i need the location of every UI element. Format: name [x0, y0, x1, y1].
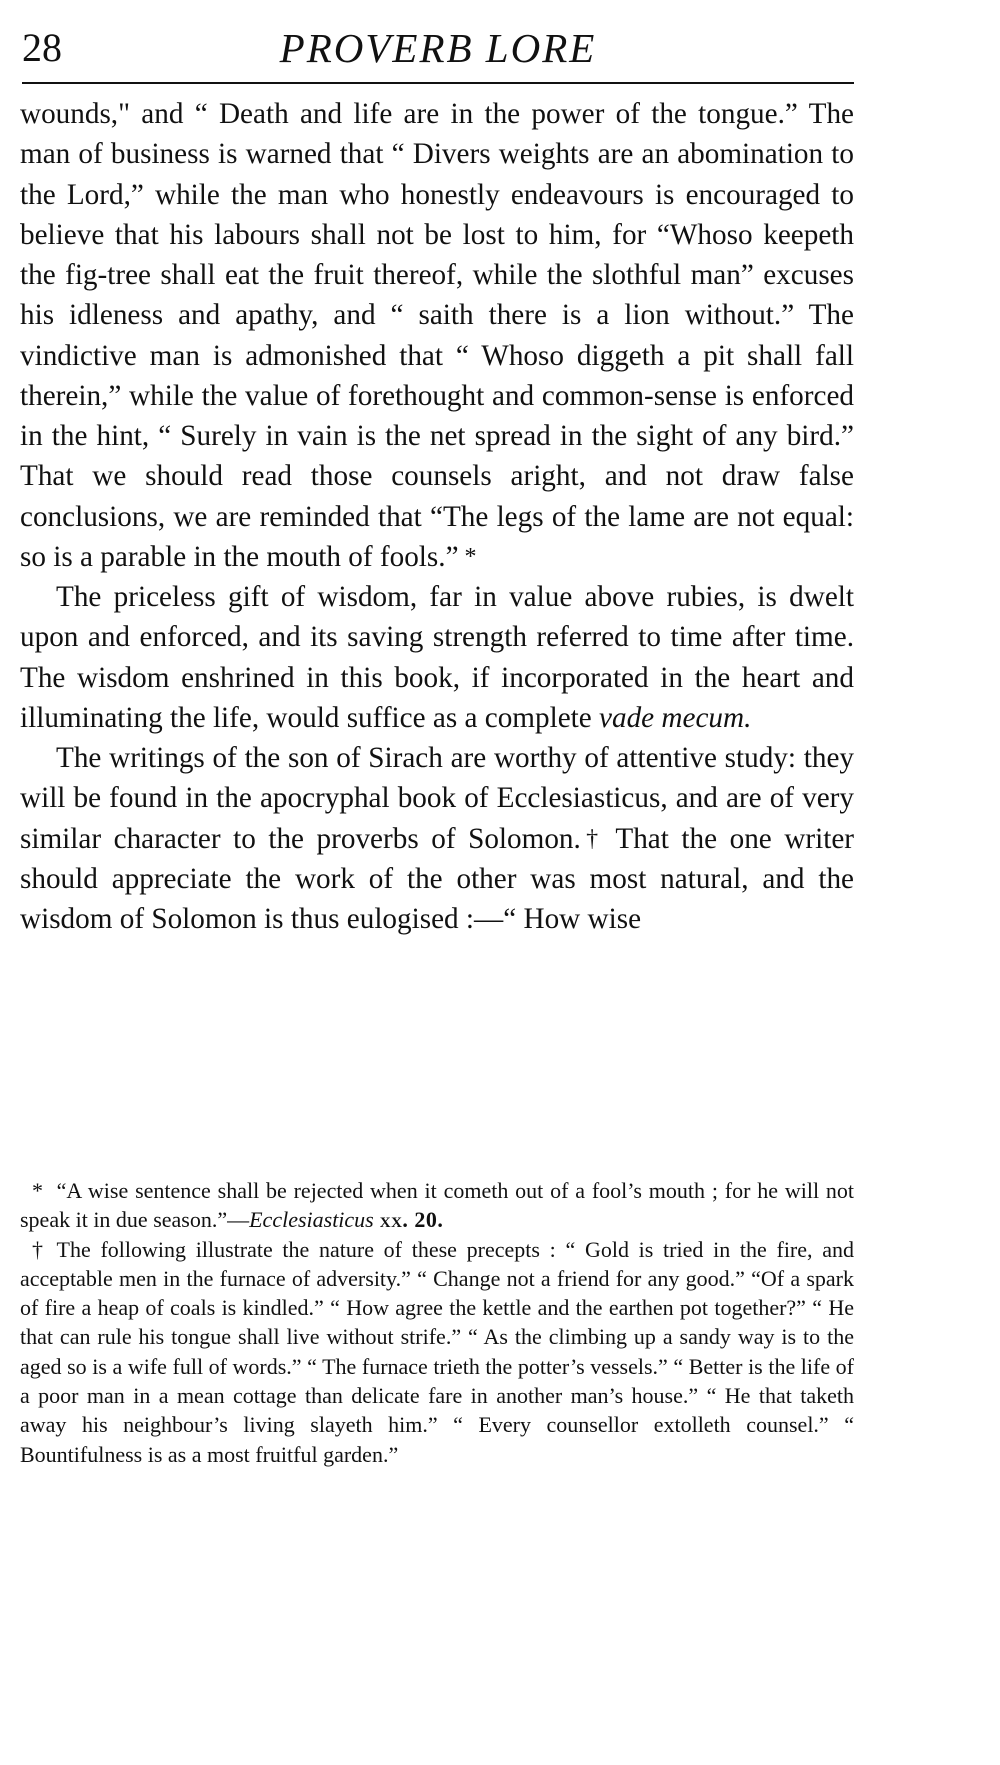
running-title: PROVERB LORE [279, 25, 597, 71]
footnote-1-mark: * [32, 1178, 43, 1203]
paragraph-2-italic: vade mecum. [599, 701, 752, 734]
page-number: 28 [22, 25, 62, 70]
footnote-1-text: “A wise sentence shall be rejected when it cometh out of a fool’s mouth ; for he will not speak it in due season.”— [20, 1178, 854, 1233]
footnote-2-mark: † [32, 1236, 48, 1262]
paragraph-3-text: The writings of the son of Sirach are worthy of attentive study: they will be found in the apocryphal book of Ecclesiasticus, and are of very similar character to the proverbs of Solomon. [20, 742, 854, 855]
footnote-marker-star: * [458, 543, 477, 570]
footnote-2 [20, 1235, 854, 1469]
footnote-1-reference: xx. 20. [373, 1207, 444, 1233]
paragraph-1 [20, 94, 854, 577]
paragraph-1-text: wounds," and “ Death and life are in the power of the tongue.” The man of business is warned that “ Divers weights are an abomination to the Lord,” while the man who honestly endeavours is encouraged to believe that his labours shall not be lost to him, for “Whoso keepeth the fig-tree shall eat the fruit thereof, while the slothful man” excuses his idleness and apathy, and “ saith there is a lion without.” The vindictive man is admonished that “ Whoso diggeth a pit shall fall therein,” while the value of forethought and common-sense is enforced in the hint, “ Surely in vain is the net spread in the sight of any bird.” That we should read those counsels aright, and not draw false conclusions, we are reminded that “The legs of the lame are not equal: so is a parable in the mouth of fools.” [20, 98, 854, 573]
page-header [22, 18, 854, 84]
footnote-marker-dagger: † [580, 825, 604, 852]
paragraph-2 [20, 577, 854, 738]
footnote-1-source: Ecclesiasticus [249, 1207, 374, 1233]
body-text [20, 94, 854, 939]
footnotes [20, 1176, 854, 1469]
paragraph-3-continuation: That the one writer should appreciate the work of the other was most natural, and the wisdom of Solomon is thus eulogised :—“ How wise [20, 822, 855, 935]
footnote-1 [20, 1176, 854, 1235]
paragraph-2-text: The priceless gift of wisdom, far in value above rubies, is dwelt upon and enforced, and its saving strength referred to time after time. The wisdom enshrined in this book, if incorporated in the heart and illuminating the life, would suffice as a complete [20, 581, 854, 734]
paragraph-3 [20, 738, 854, 939]
footnote-2-text: The following illustrate the nature of these precepts : “ Gold is tried in the fire, and acceptable men in the furnace of adversity.” “ Change not a friend for any good.” “Of a spark of fire a heap of coals is kindled.” “ How agree the kettle and the earthen pot together?” “ He that can rule his tongue shall live without strife.” “ As the climbing up a sandy way is to the aged so is a wife full of words.” “ The furnace trieth the potter’s vessels.” “ Better is the life of a poor man in a mean cottage than delicate fare in another man’s house.” “ He that taketh away his neighbour’s living slayeth him.” “ Every counsellor extolleth counsel.” “ Bountifulness is as a most fruitful garden.” [20, 1236, 854, 1467]
